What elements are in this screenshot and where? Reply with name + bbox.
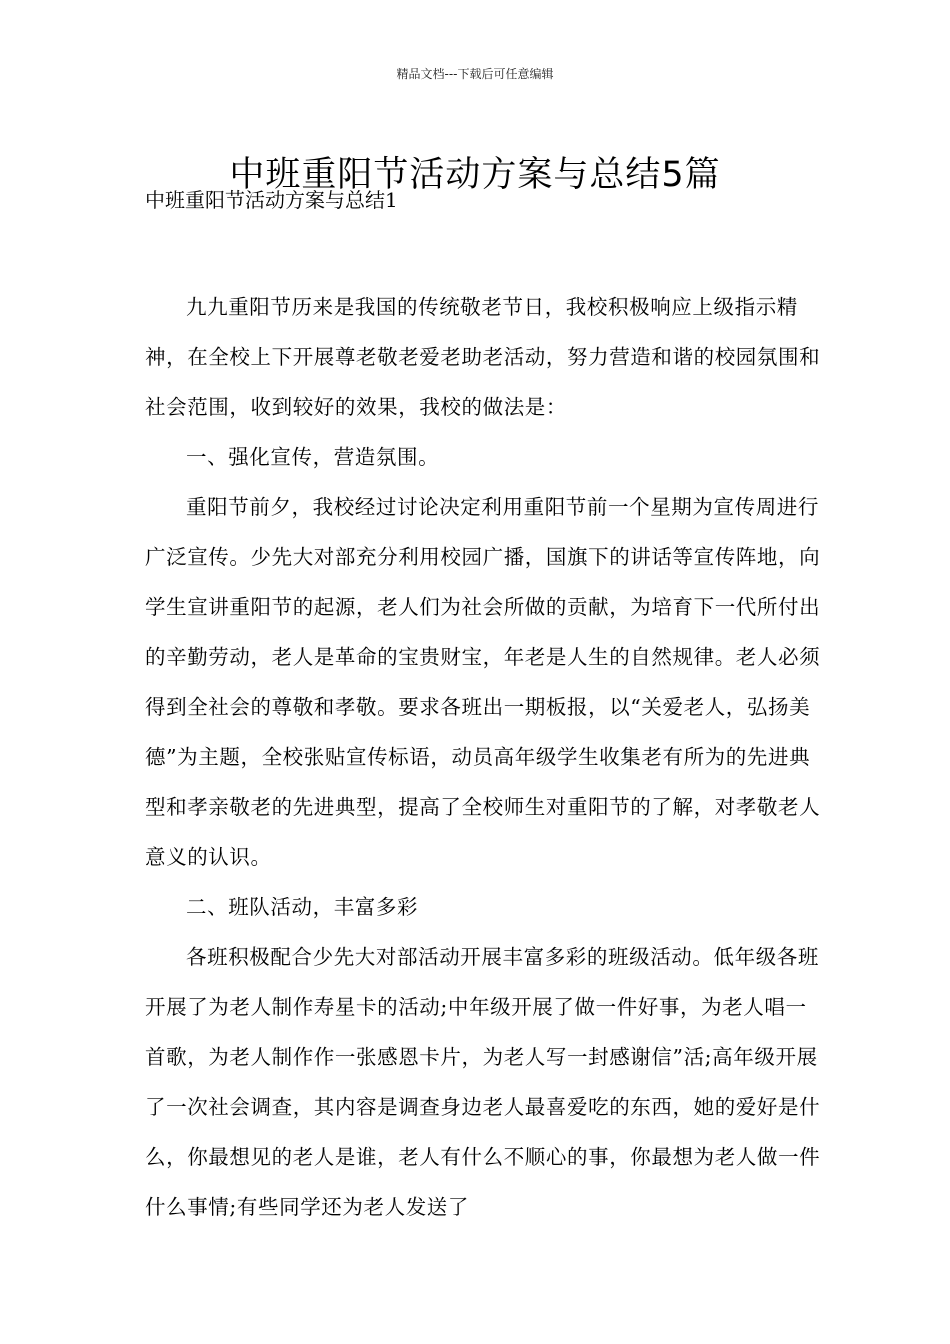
heading-publicity: 一、强化宣传，营造氛围。 [186,445,440,469]
section-subtitle: 中班重阳节活动方案与总结1 [145,188,398,212]
header-note: 精品文档---下载后可任意编辑 [396,67,554,81]
body-text [145,282,825,1232]
paragraph-class-activities: 各班积极配合少先大对部活动开展丰富多彩的班级活动。低年级各班开展了为老人制作寿星卡的活动;中年级开展了做一件好事，为老人唱一首歌，为老人制作作一张感恩卡片，为老人写一封感谢信”活;高年级开展了一次社会调查，其内容是调查身边老人最喜爱吃的东西，她的爱好是什么，你最想见的老人是谁，老人有什么不顺心的事，你最想为老人做一件什么事情;有些同学还为老人发送了 [145,945,821,1219]
heading-class-activities: 二、班队活动，丰富多彩 [186,895,419,919]
paragraph-intro: 九九重阳节历来是我国的传统敬老节日，我校积极响应上级指示精神，在全校上下开展尊老敬老爱老助老活动，努力营造和谐的校园氛围和社会范围，收到较好的效果，我校的做法是： [145,295,821,419]
paragraph-publicity: 重阳节前夕，我校经过讨论决定利用重阳节前一个星期为宣传周进行广泛宣传。少先大对部充分利用校园广播，国旗下的讲话等宣传阵地，向学生宣讲重阳节的起源，老人们为社会所做的贡献，为培育下一代所付出的辛勤劳动，老人是革命的宝贵财宝，年老是人生的自然规律。老人必须得到全社会的尊敬和孝敬。要求各班出一期板报，以“关爱老人，弘扬美德”为主题，全校张贴宣传标语，动员高年级学生收集老有所为的先进典型和孝亲敬老的先进典型，提高了全校师生对重阳节的了解，对孝敬老人意义的认识。 [145,495,821,869]
document-title: 中班重阳节活动方案与总结5篇 [229,155,721,196]
